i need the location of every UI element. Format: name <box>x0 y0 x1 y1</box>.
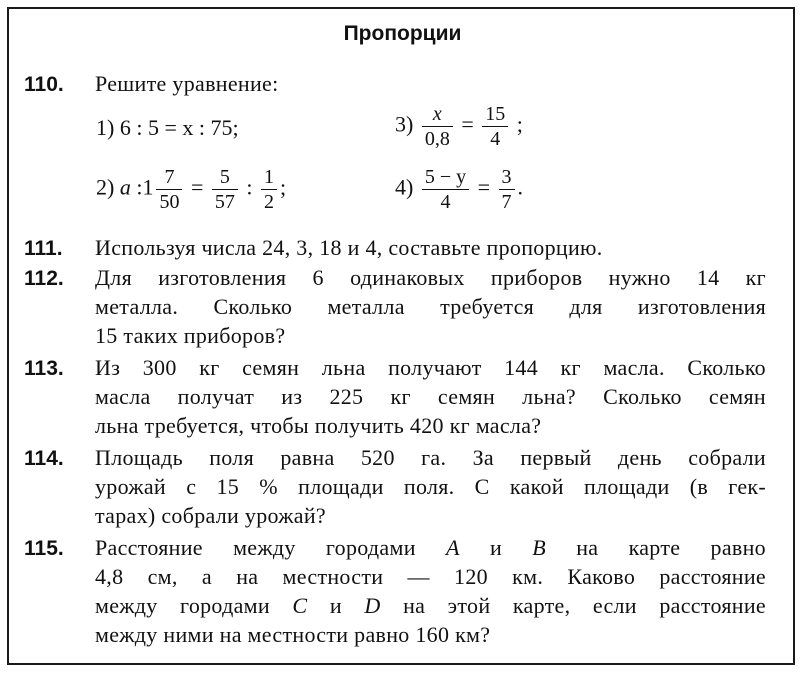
fraction-5-minus-y-4: $\frac{5 - y}{4}$ <box>422 165 469 214</box>
fraction-7-50: $\frac{7}{50}$ <box>156 165 182 214</box>
fraction-5-57: $\frac{5}{57}$ <box>212 165 238 214</box>
fraction-15-4: $\frac{15}{4}$ <box>482 102 508 151</box>
problem-114-line-2: урожай с 15 % площади поля. С какой площади (в гек- <box>95 474 766 499</box>
problem-114-line-1: Площадь поля равна 520 га. За первый день собрали <box>95 445 766 470</box>
problem-111-line-1: Используя числа 24, 3, 18 и 4, составьте пропорцию. <box>95 235 603 260</box>
problem-115-line-2: 4,8 см, а на местности — 120 км. Каково расстояние <box>95 564 766 589</box>
equation-1: 1) 6 : 5 = x : 75; <box>96 115 239 140</box>
fraction-x-0-8: $\frac{x}{0,8}$ <box>422 102 453 151</box>
problem-110-text: Решите уравнение: <box>95 71 279 96</box>
problem-113-line-3: льна требуется, чтобы получить 420 кг масла? <box>95 413 542 438</box>
problem-114-line-3: тарах) собрали урожай? <box>95 503 326 528</box>
problem-112-line-1: Для изготовления 6 одинаковых приборов нужно 14 кг <box>95 265 766 290</box>
fraction-3-7: $\frac{3}{7}$ <box>499 165 515 214</box>
fraction-1-2: $\frac{1}{2}$ <box>261 165 277 214</box>
problem-115-line-4: между ними на местности равно 160 км? <box>95 622 491 647</box>
problem-113-line-2: масла получат из 225 кг семян льна? Сколько семян <box>95 384 766 409</box>
problem-112-line-2: металла. Сколько металла требуется для изготовления <box>95 294 766 319</box>
page-title: Пропорции <box>343 22 462 45</box>
problem-number-114: 114. <box>24 447 64 470</box>
problem-number-115: 115. <box>24 537 64 560</box>
equation-3: 3) $\frac{x}{0,8}$ = $\frac{15}{4}$ ; <box>395 103 523 150</box>
problem-number-111: 111. <box>24 237 63 260</box>
problem-number-110: 110. <box>24 73 64 96</box>
equation-2: 2) a :1 $\frac{7}{50}$ = $\frac{5}{57}$ : $\frac{1}{2}$ ; <box>96 166 287 213</box>
problem-115-line-1: Расстояние между городами A и B на карте равно <box>95 535 766 560</box>
problem-112-line-3: 15 таких приборов? <box>95 323 286 348</box>
problem-113-line-1: Из 300 кг семян льна получают 144 кг масла. Сколько <box>95 355 766 380</box>
equation-4: 4) $\frac{5 - y}{4}$ = $\frac{3}{7}$ . <box>395 166 524 213</box>
problem-number-113: 113. <box>24 357 64 380</box>
problem-115-line-3: между городами C и D на этой карте, если расстояние <box>95 593 766 618</box>
problem-number-112: 112. <box>24 267 64 290</box>
